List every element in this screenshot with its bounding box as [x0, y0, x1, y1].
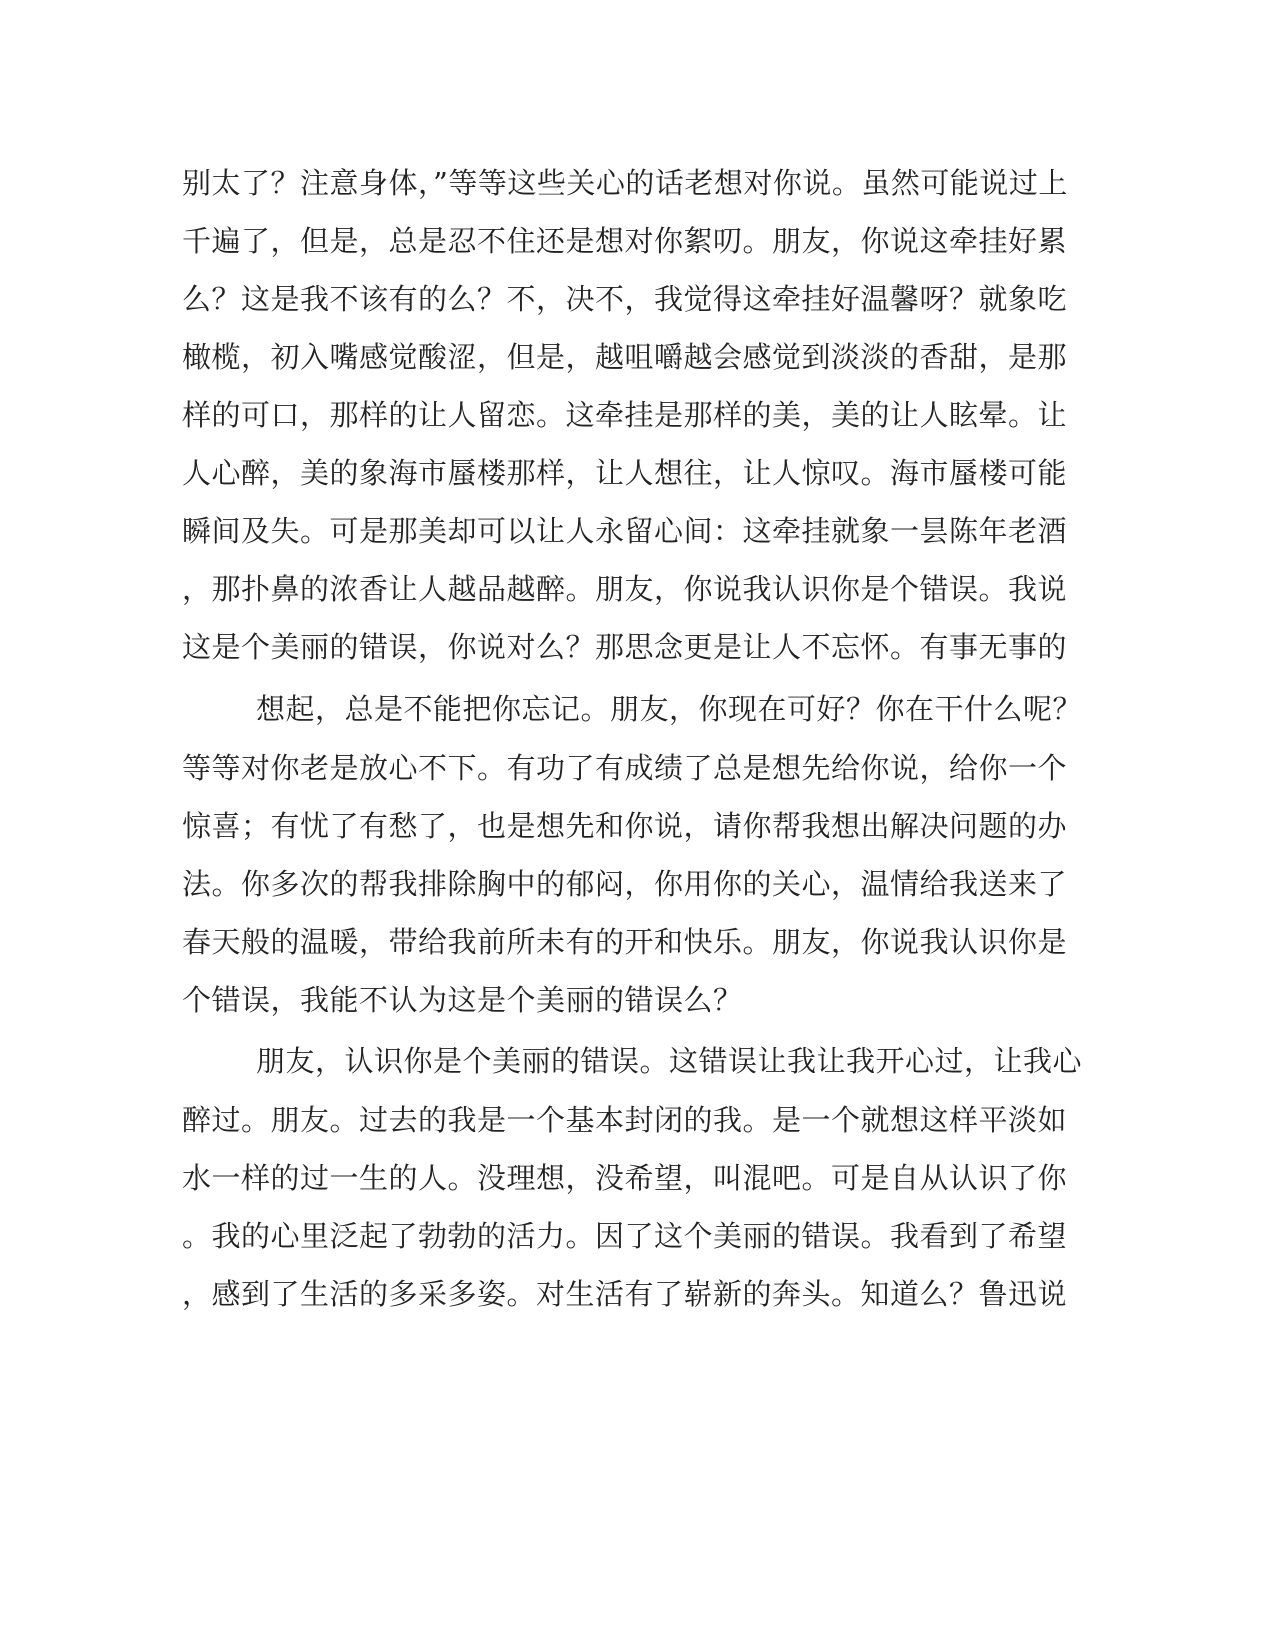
- text-line: 千遍了，但是，总是忍不住还是想对你絮叨。朋友，你说这牵挂好累: [182, 224, 1068, 258]
- text-line: 水一样的过一生的人。没理想，没希望，叫混吧。可是自从认识了你: [182, 1161, 1068, 1195]
- text-line: 惊喜；有忧了有愁了，也是想先和你说，请你帮我想出解决问题的办: [182, 809, 1068, 843]
- text-line: 春天般的温暖，带给我前所未有的开和快乐。朋友，你说我认识你是: [182, 925, 1068, 959]
- text-line: 个错误，我能不认为这是个美丽的错误么？: [182, 983, 743, 1017]
- text-line: 法。你多次的帮我排除胸中的郁闷，你用你的关心，温情给我送来了: [182, 867, 1068, 901]
- text-line: 人心醉，美的象海市蜃楼那样，让人想往，让人惊叹。海市蜃楼可能: [182, 456, 1068, 490]
- text-line: ，那扑鼻的浓香让人越品越醉。朋友，你说我认识你是个错误。我说: [182, 572, 1068, 606]
- text-line: 这是个美丽的错误，你说对么？那思念更是让人不忘怀。有事无事的: [182, 630, 1068, 664]
- text-line: 瞬间及失。可是那美却可以让人永留心间：这牵挂就象一昙陈年老酒: [182, 514, 1068, 548]
- text-line: 等等对你老是放心不下。有功了有成绩了总是想先给你说，给你一个: [182, 751, 1068, 785]
- text-line: 别太了？注意身体，”等等这些关心的话老想对你说。虽然可能说过上: [182, 166, 1068, 200]
- text-line: ，感到了生活的多采多姿。对生活有了崭新的奔头。知道么？鲁迅说: [182, 1277, 1068, 1311]
- paragraph-first-line: 朋友，认识你是个美丽的错误。这错误让我让我开心过，让我心: [256, 1044, 1083, 1078]
- text-line: 样的可口，那样的让人留恋。这牵挂是那样的美，美的让人眩晕。让: [182, 398, 1068, 432]
- paragraph-first-line: 想起，总是不能把你忘记。朋友，你现在可好？你在干什么呢？: [256, 692, 1083, 726]
- text-line: 醉过。朋友。过去的我是一个基本封闭的我。是一个就想这样平淡如: [182, 1103, 1068, 1137]
- text-line: 么？这是我不该有的么？不，决不，我觉得这牵挂好温馨呀？就象吃: [182, 282, 1068, 316]
- text-line: 。我的心里泛起了勃勃的活力。因了这个美丽的错误。我看到了希望: [182, 1219, 1068, 1253]
- text-line: 橄榄，初入嘴感觉酸涩，但是，越咀嚼越会感觉到淡淡的香甜，是那: [182, 340, 1068, 374]
